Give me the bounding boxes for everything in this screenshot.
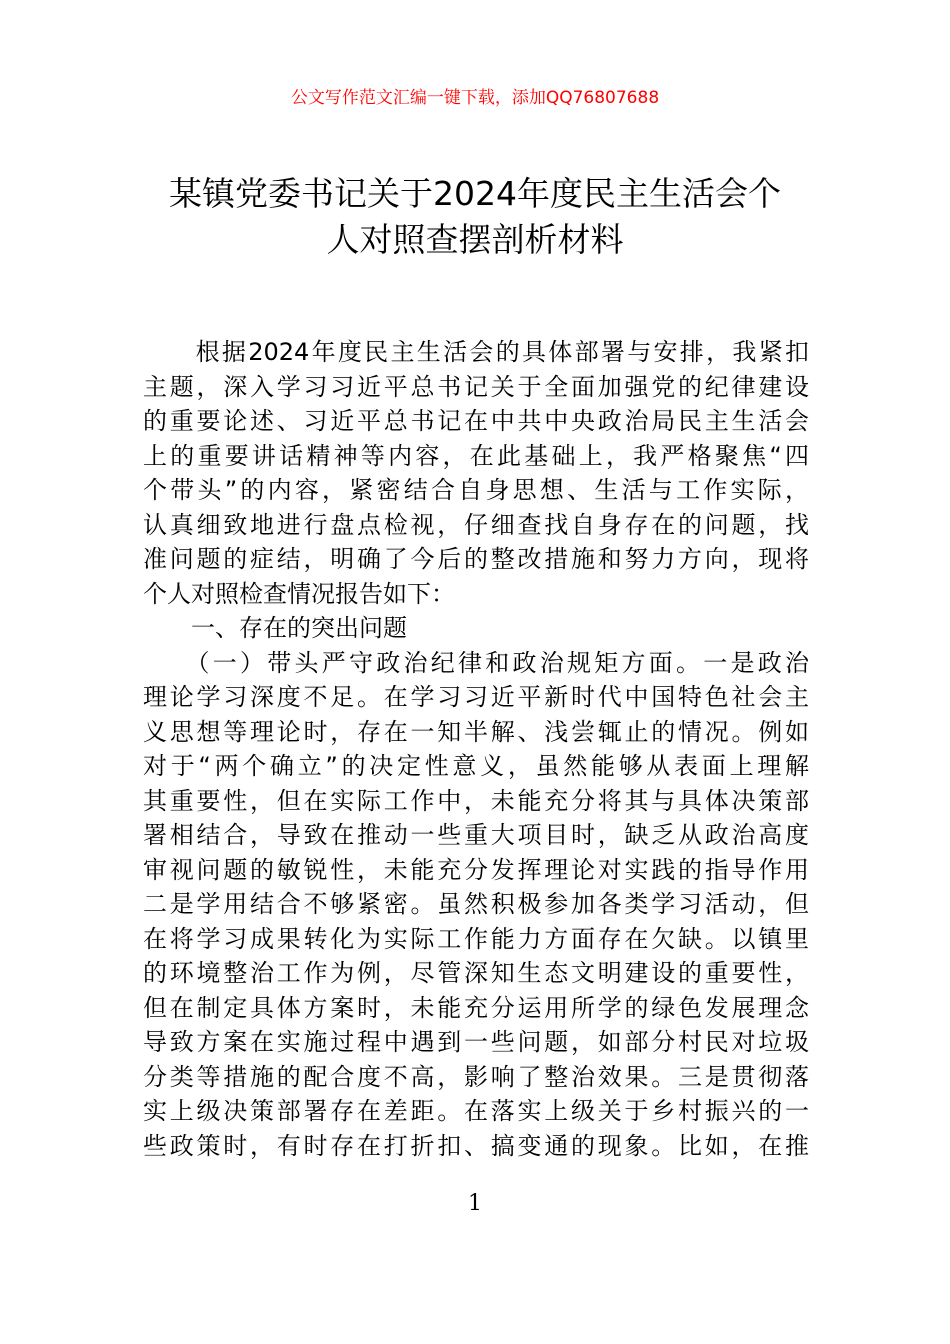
body-line: 上的重要讲话精神等内容，在此基础上，我严格聚焦“四 [143,441,809,470]
body-line: 的重要论述、习近平总书记在中共中央政治局民主生活会 [143,407,809,435]
body-line: 些政策时，有时存在打折扣、搞变通的现象。比如，在推 [143,1131,809,1160]
body-line: 但在制定具体方案时，未能充分运用所学的绿色发展理念 [143,993,809,1022]
body-line: 二是学用结合不够紧密。虽然积极参加各类学习活动，但 [143,890,809,918]
document-title-line-1: 某镇党委书记关于2024年度民主生活会个 [169,174,781,213]
body-line: 分类等措施的配合度不高，影响了整治效果。三是贯彻落 [143,1062,809,1091]
body-line: 认真细致地进行盘点检视，仔细查找自身存在的问题，找 [143,510,809,539]
body-line: 导致方案在实施过程中遇到一些问题，如部分村民对垃圾 [143,1028,809,1056]
body-line: 准问题的症结，明确了今后的整改措施和努力方向，现将 [143,545,809,573]
body-line: 实上级决策部署存在差距。在落实上级关于乡村振兴的一 [143,1097,809,1125]
body-line: 个人对照检查情况报告如下： [143,579,455,608]
body-line: 在将学习成果转化为实际工作能力方面存在欠缺。以镇里 [143,924,809,953]
section-heading: 一、存在的突出问题 [143,614,407,642]
body-line: 理论学习深度不足。在学习习近平新时代中国特色社会主 [143,683,809,711]
body-line: 其重要性，但在实际工作中，未能充分将其与具体决策部 [143,786,809,815]
body-line: 对于“两个确立”的决定性意义，虽然能够从表面上理解 [143,752,809,780]
document-title-line-2: 人对照查摆剖析材料 [326,220,624,259]
download-note: 公文写作范文汇编一键下载，添加QQ76807688 [290,88,660,108]
page-number: 1 [468,1191,482,1216]
body-line: 署相结合，导致在推动一些重大项目时，缺乏从政治高度 [143,821,809,849]
body-line: 主题，深入学习习近平总书记关于全面加强党的纪律建设 [143,372,809,401]
body-line: 审视问题的敏锐性，未能充分发挥理论对实践的指导作用 [143,855,809,884]
body-line: 的环境整治工作为例，尽管深知生态文明建设的重要性， [143,959,809,987]
document-body [143,335,809,1163]
body-line: 义思想等理论时，存在一知半解、浅尝辄止的情况。例如 [143,717,809,746]
body-line: （一）带头严守政治纪律和政治规矩方面。一是政治 [143,648,809,677]
body-line: 根据2024年度民主生活会的具体部署与安排，我紧扣 [143,338,809,366]
body-line: 个带头”的内容，紧密结合自身思想、生活与工作实际， [143,476,809,504]
